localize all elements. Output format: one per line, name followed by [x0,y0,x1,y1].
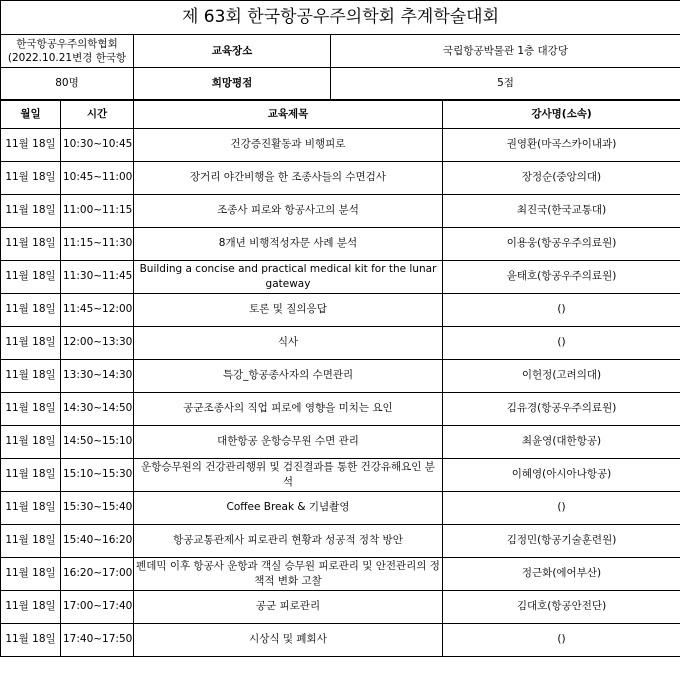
table-row [1,392,680,425]
row-time: 10:45~11:00 [61,161,134,194]
row-time: 17:00~17:40 [61,590,134,623]
score-value: 5점 [331,68,680,100]
row-date: 11월 18일 [1,293,61,326]
row-date: 11월 18일 [1,524,61,557]
row-date: 11월 18일 [1,194,61,227]
row-lecturer: 김대호(항공안전단) [443,590,680,623]
row-subject: 건강증진활동과 비행피로 [134,128,443,161]
row-subject: Building a concise and practical medical kit for the lunar gateway [134,260,443,293]
row-time: 11:30~11:45 [61,260,134,293]
table-row [1,260,680,293]
row-time: 17:40~17:50 [61,623,134,656]
row-time: 11:00~11:15 [61,194,134,227]
row-time: 14:50~15:10 [61,425,134,458]
row-lecturer: 최윤영(대한항공) [443,425,680,458]
row-subject: 식사 [134,326,443,359]
table-row [1,194,680,227]
row-date: 11월 18일 [1,359,61,392]
row-time: 11:15~11:30 [61,227,134,260]
row-subject: Coffee Break & 기념촬영 [134,491,443,524]
row-lecturer: 이헌정(고려의대) [443,359,680,392]
table-row [1,557,680,590]
row-time: 15:40~16:20 [61,524,134,557]
row-lecturer: 최진국(한국교통대) [443,194,680,227]
row-date: 11월 18일 [1,128,61,161]
row-lecturer: 이용웅(항공우주의료원) [443,227,680,260]
row-lecturer: 장정순(중앙의대) [443,161,680,194]
row-date: 11월 18일 [1,260,61,293]
schedule-body [1,128,680,656]
row-date: 11월 18일 [1,425,61,458]
table-row [1,161,680,194]
row-subject: 펜데믹 이후 항공사 운항과 객실 승무원 피로관리 및 안전관리의 정책적 변화 고찰 [134,557,443,590]
row-time: 16:20~17:00 [61,557,134,590]
venue-value: 국립항공박물관 1층 대강당 [331,35,680,68]
row-time: 13:30~14:30 [61,359,134,392]
organization-cell: 한국항공우주의학협회 (2022.10.21변경 한국항 [1,35,134,68]
row-subject: 항공교통관제사 피로관리 현황과 성공적 정착 방안 [134,524,443,557]
row-date: 11월 18일 [1,491,61,524]
table-row [1,491,680,524]
header-subject: 교육제목 [134,100,443,129]
table-row [1,227,680,260]
table-row [1,128,680,161]
header-time: 시간 [61,100,134,129]
table-row [1,458,680,491]
table-row [1,425,680,458]
row-time: 15:30~15:40 [61,491,134,524]
row-lecturer: 권영환(마곡스카이내과) [443,128,680,161]
table-row [1,590,680,623]
row-lecturer: () [443,491,680,524]
row-date: 11월 18일 [1,623,61,656]
row-subject: 공군조종사의 직업 피로에 영향을 미치는 요인 [134,392,443,425]
row-subject: 공군 피로관리 [134,590,443,623]
row-subject: 특강_항공종사자의 수면관리 [134,359,443,392]
row-lecturer: 김정민(항공기술훈련원) [443,524,680,557]
page-title: 제 63회 한국항공우주의학회 추계학술대회 [1,1,680,35]
row-subject: 시상식 및 폐회사 [134,623,443,656]
header-lecturer: 강사명(소속) [443,100,680,129]
row-lecturer: 정근화(에어부산) [443,557,680,590]
row-lecturer: 이혜영(아시아나항공) [443,458,680,491]
row-time: 15:10~15:30 [61,458,134,491]
row-time: 14:30~14:50 [61,392,134,425]
table-row [1,524,680,557]
row-date: 11월 18일 [1,557,61,590]
row-time: 11:45~12:00 [61,293,134,326]
row-subject: 장거리 야간비행을 한 조종사들의 수면검사 [134,161,443,194]
row-subject: 조종사 피로와 항공사고의 분석 [134,194,443,227]
row-subject: 대한항공 운항승무원 수면 관리 [134,425,443,458]
row-time: 10:30~10:45 [61,128,134,161]
row-lecturer: 김유경(항공우주의료원) [443,392,680,425]
row-date: 11월 18일 [1,458,61,491]
header-date: 월일 [1,100,61,129]
table-row [1,359,680,392]
table-row [1,293,680,326]
row-date: 11월 18일 [1,590,61,623]
row-date: 11월 18일 [1,161,61,194]
row-subject: 토론 및 질의응답 [134,293,443,326]
row-date: 11월 18일 [1,326,61,359]
table-row [1,623,680,656]
row-lecturer: () [443,623,680,656]
table-row [1,326,680,359]
row-time: 12:00~13:30 [61,326,134,359]
score-label: 희망평점 [134,68,331,100]
row-date: 11월 18일 [1,227,61,260]
row-date: 11월 18일 [1,392,61,425]
row-lecturer: 윤태호(항공우주의료원) [443,260,680,293]
row-subject: 8개년 비행적성자문 사례 분석 [134,227,443,260]
venue-label: 교육장소 [134,35,331,68]
row-subject: 운항승무원의 건강관리행위 및 검진결과를 통한 건강유해요인 분석 [134,458,443,491]
row-lecturer: () [443,293,680,326]
attendee-count: 80명 [1,68,134,100]
row-lecturer: () [443,326,680,359]
